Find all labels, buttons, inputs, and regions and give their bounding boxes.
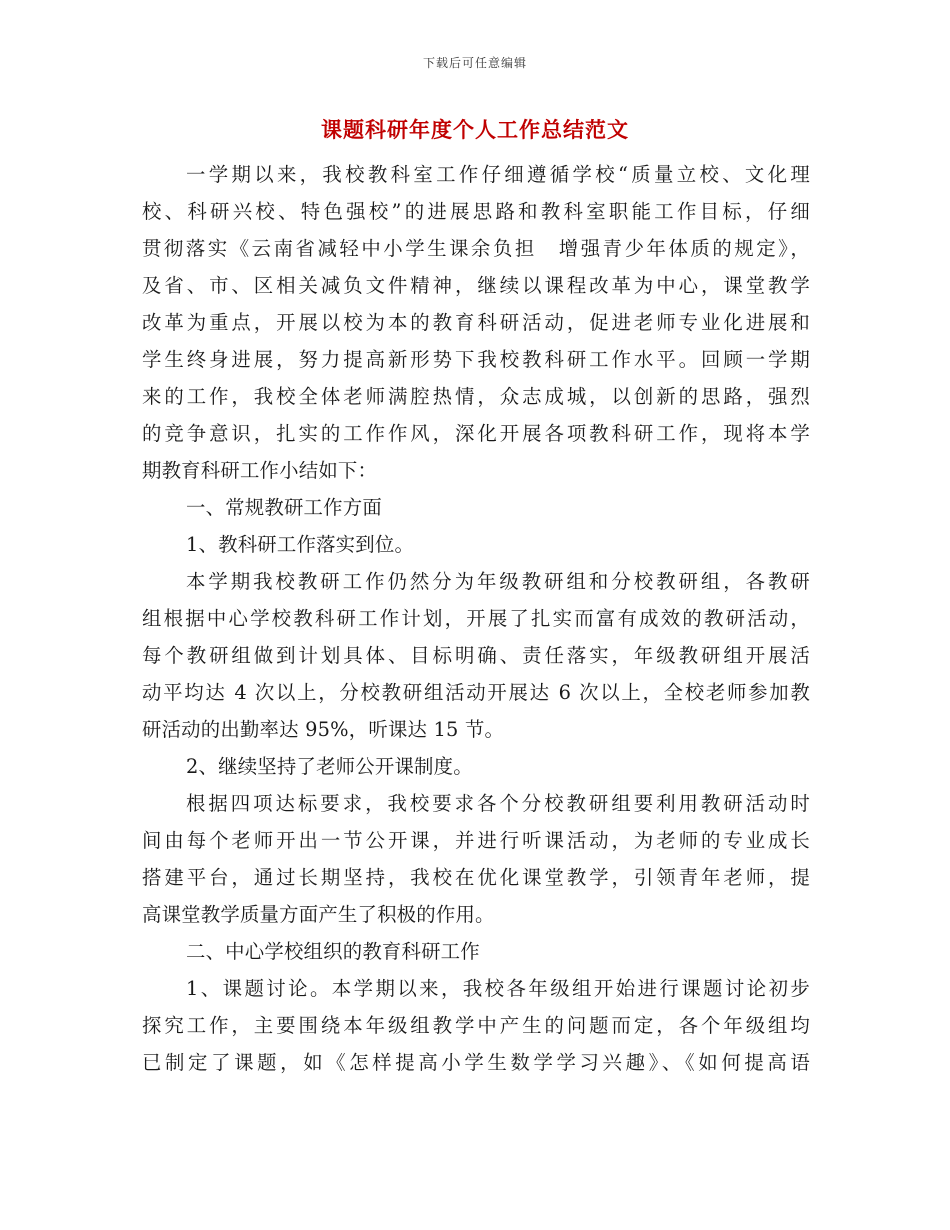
body-line: 根据四项达标要求，我校要求各个分校教研组要利用教研活动时 bbox=[186, 792, 810, 815]
body-line: 一学期以来，我校教科室工作仔细遵循学校“质量立校、文化理 bbox=[186, 163, 810, 186]
document-title: 课题科研年度个人工作总结范文 bbox=[321, 117, 629, 142]
header-note: 下载后可任意编辑 bbox=[422, 56, 527, 70]
body-line: 来的工作，我校全体老师满腔热情，众志成城，以创新的思路，强烈 bbox=[142, 385, 810, 408]
body-line: 本学期我校教研工作仍然分为年级教研组和分校教研组，各教研 bbox=[186, 570, 810, 593]
body-line: 高课堂教学质量方面产生了积极的作用。 bbox=[142, 903, 495, 926]
body-line: 1、教科研工作落实到位。 bbox=[186, 533, 415, 556]
body-line: 每个教研组做到计划具体、目标明确、责任落实，年级教研组开展活 bbox=[142, 644, 810, 667]
body-line: 改革为重点，开展以校为本的教育科研活动，促进老师专业化进展和 bbox=[142, 311, 810, 334]
body-line: 2、继续坚持了老师公开课制度。 bbox=[186, 755, 473, 778]
body-line: 学生终身进展，努力提高新形势下我校教科研工作水平。回顾一学期 bbox=[142, 348, 810, 371]
body-line: 已制定了课题，如《怎样提高小学生数学学习兴趣》、《如何提高语 bbox=[142, 1051, 810, 1074]
body-line: 组根据中心学校教科研工作计划，开展了扎实而富有成效的教研活动， bbox=[142, 607, 810, 630]
body-line: 研活动的出勤率达 95%，听课达 15 节。 bbox=[142, 718, 505, 741]
body-line: 一、常规教研工作方面 bbox=[186, 496, 382, 519]
body-line: 1、课题讨论。本学期以来，我校各年级组开始进行课题讨论初步 bbox=[186, 977, 810, 1000]
body-line: 二、中心学校组织的教育科研工作 bbox=[186, 940, 480, 963]
document-body bbox=[142, 156, 810, 1081]
body-line: 搭建平台，通过长期坚持，我校在优化课堂教学，引领青年老师，提 bbox=[142, 866, 810, 889]
body-line: 校、科研兴校、特色强校”的进展思路和教科室职能工作目标，仔细 bbox=[142, 200, 810, 223]
body-line: 间由每个老师开出一节公开课，并进行听课活动，为老师的专业成长 bbox=[142, 829, 810, 852]
body-line: 探究工作，主要围绕本年级组教学中产生的问题而定，各个年级组均 bbox=[142, 1014, 810, 1037]
body-line: 动平均达 4 次以上，分校教研组活动开展达 6 次以上，全校老师参加教 bbox=[142, 681, 810, 704]
body-line: 期教育科研工作小结如下： bbox=[142, 459, 378, 482]
body-line: 贯彻落实《云南省减轻中小学生课余负担 增强青少年体质的规定》， bbox=[142, 237, 810, 260]
body-line: 及省、市、区相关减负文件精神，继续以课程改革为中心，课堂教学 bbox=[142, 274, 810, 297]
body-line: 的竞争意识，扎实的工作作风，深化开展各项教科研工作，现将本学 bbox=[142, 422, 810, 445]
